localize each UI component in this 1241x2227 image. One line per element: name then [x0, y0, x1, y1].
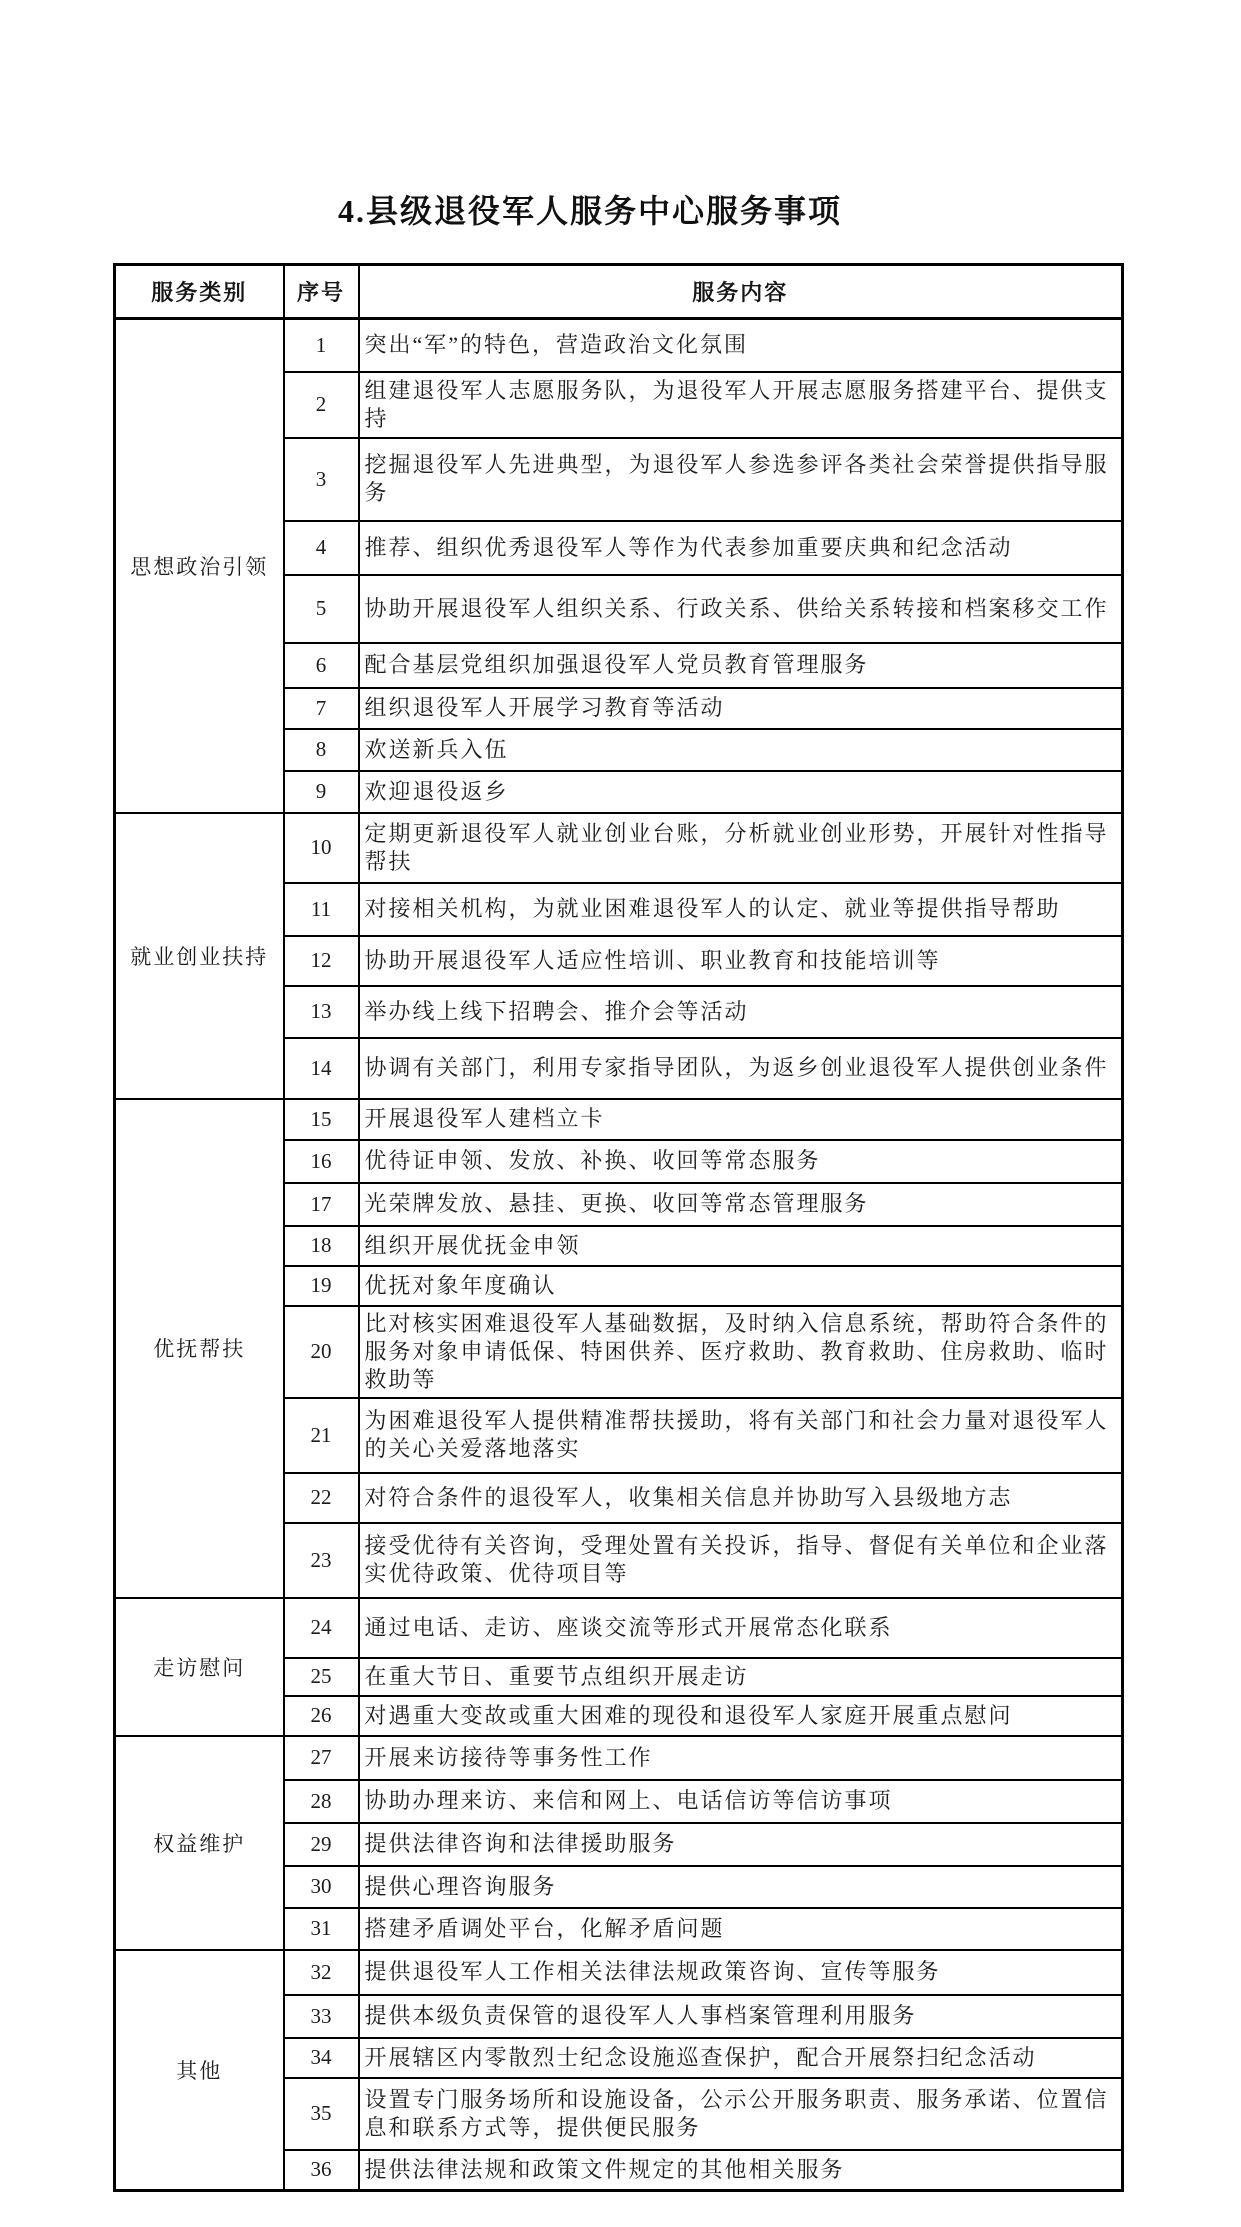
row-number-cell: 26 — [284, 1696, 359, 1736]
service-content-cell: 突出“军”的特色，营造政治文化氛围 — [359, 319, 1123, 372]
service-content-cell: 接受优待有关咨询，受理处置有关投诉，指导、督促有关单位和企业落实优待政策、优待项目等 — [359, 1523, 1123, 1598]
service-content-cell: 通过电话、走访、座谈交流等形式开展常态化联系 — [359, 1598, 1123, 1658]
service-content-cell: 为困难退役军人提供精准帮扶援助，将有关部门和社会力量对退役军人的关心关爱落地落实 — [359, 1398, 1123, 1473]
service-content-cell: 对符合条件的退役军人，收集相关信息并协助写入县级地方志 — [359, 1473, 1123, 1523]
service-content-cell: 组织退役军人开展学习教育等活动 — [359, 688, 1123, 729]
row-number-cell: 16 — [284, 1140, 359, 1183]
service-content-cell: 光荣牌发放、悬挂、更换、收回等常态管理服务 — [359, 1183, 1123, 1226]
service-content-cell: 提供心理咨询服务 — [359, 1866, 1123, 1908]
service-content-cell: 欢送新兵入伍 — [359, 729, 1123, 771]
service-content-cell: 配合基层党组织加强退役军人党员教育管理服务 — [359, 643, 1123, 688]
table-row — [115, 1099, 1123, 1140]
row-number-cell: 13 — [284, 986, 359, 1038]
service-content-cell: 推荐、组织优秀退役军人等作为代表参加重要庆典和纪念活动 — [359, 521, 1123, 575]
category-cell: 走访慰问 — [115, 1598, 284, 1736]
row-number-cell: 17 — [284, 1183, 359, 1226]
category-cell: 就业创业扶持 — [115, 813, 284, 1099]
service-content-cell: 开展来访接待等事务性工作 — [359, 1736, 1123, 1780]
row-number-cell: 2 — [284, 372, 359, 438]
service-content-cell: 协调有关部门，利用专家指导团队，为返乡创业退役军人提供创业条件 — [359, 1038, 1123, 1099]
service-content-cell: 欢迎退役返乡 — [359, 771, 1123, 813]
row-number-cell: 20 — [284, 1306, 359, 1398]
service-content-cell: 提供本级负责保管的退役军人人事档案管理利用服务 — [359, 1995, 1123, 2038]
service-content-cell: 搭建矛盾调处平台，化解矛盾问题 — [359, 1908, 1123, 1950]
category-cell: 权益维护 — [115, 1736, 284, 1950]
column-header-content: 服务内容 — [359, 265, 1123, 319]
service-content-cell: 组建退役军人志愿服务队，为退役军人开展志愿服务搭建平台、提供支持 — [359, 372, 1123, 438]
table-body — [115, 319, 1123, 2191]
table-row — [115, 1736, 1123, 1780]
category-cell: 其他 — [115, 1950, 284, 2191]
row-number-cell: 5 — [284, 575, 359, 643]
row-number-cell: 6 — [284, 643, 359, 688]
row-number-cell: 14 — [284, 1038, 359, 1099]
row-number-cell: 4 — [284, 521, 359, 575]
row-number-cell: 15 — [284, 1099, 359, 1140]
service-content-cell: 开展退役军人建档立卡 — [359, 1099, 1123, 1140]
service-content-cell: 比对核实困难退役军人基础数据，及时纳入信息系统，帮助符合条件的服务对象申请低保、特困供养、医疗救助、教育救助、住房救助、临时救助等 — [359, 1306, 1123, 1398]
service-content-cell: 设置专门服务场所和设施设备，公示公开服务职责、服务承诺、位置信息和联系方式等，提供便民服务 — [359, 2078, 1123, 2150]
row-number-cell: 11 — [284, 883, 359, 936]
table-row — [115, 1950, 1123, 1995]
row-number-cell: 28 — [284, 1780, 359, 1823]
table-row — [115, 813, 1123, 883]
row-number-cell: 1 — [284, 319, 359, 372]
header-row — [115, 265, 1123, 319]
table-row — [115, 319, 1123, 372]
row-number-cell: 8 — [284, 729, 359, 771]
row-number-cell: 21 — [284, 1398, 359, 1473]
service-content-cell: 协助开展退役军人组织关系、行政关系、供给关系转接和档案移交工作 — [359, 575, 1123, 643]
service-content-cell: 开展辖区内零散烈士纪念设施巡查保护，配合开展祭扫纪念活动 — [359, 2038, 1123, 2078]
row-number-cell: 7 — [284, 688, 359, 729]
row-number-cell: 3 — [284, 438, 359, 521]
service-content-cell: 定期更新退役军人就业创业台账，分析就业创业形势，开展针对性指导帮扶 — [359, 813, 1123, 883]
row-number-cell: 27 — [284, 1736, 359, 1780]
table-row — [115, 1598, 1123, 1658]
row-number-cell: 32 — [284, 1950, 359, 1995]
row-number-cell: 9 — [284, 771, 359, 813]
column-header-category: 服务类别 — [115, 265, 284, 319]
row-number-cell: 18 — [284, 1226, 359, 1266]
row-number-cell: 30 — [284, 1866, 359, 1908]
table-header — [115, 265, 1123, 319]
service-content-cell: 组织开展优抚金申领 — [359, 1226, 1123, 1266]
row-number-cell: 19 — [284, 1266, 359, 1306]
service-content-cell: 挖掘退役军人先进典型，为退役军人参选参评各类社会荣誉提供指导服务 — [359, 438, 1123, 521]
row-number-cell: 22 — [284, 1473, 359, 1523]
row-number-cell: 29 — [284, 1823, 359, 1866]
row-number-cell: 10 — [284, 813, 359, 883]
row-number-cell: 25 — [284, 1658, 359, 1696]
service-content-cell: 对接相关机构，为就业困难退役军人的认定、就业等提供指导帮助 — [359, 883, 1123, 936]
row-number-cell: 35 — [284, 2078, 359, 2150]
service-content-cell: 对遇重大变故或重大困难的现役和退役军人家庭开展重点慰问 — [359, 1696, 1123, 1736]
service-content-cell: 优抚对象年度确认 — [359, 1266, 1123, 1306]
row-number-cell: 34 — [284, 2038, 359, 2078]
column-header-number: 序号 — [284, 265, 359, 319]
service-content-cell: 协助开展退役军人适应性培训、职业教育和技能培训等 — [359, 936, 1123, 986]
service-items-table — [113, 263, 1124, 2192]
service-table-container — [113, 263, 1121, 2192]
service-content-cell: 提供法律咨询和法律援助服务 — [359, 1823, 1123, 1866]
service-content-cell: 协助办理来访、来信和网上、电话信访等信访事项 — [359, 1780, 1123, 1823]
row-number-cell: 12 — [284, 936, 359, 986]
category-cell: 思想政治引领 — [115, 319, 284, 813]
service-content-cell: 在重大节日、重要节点组织开展走访 — [359, 1658, 1123, 1696]
category-cell: 优抚帮扶 — [115, 1099, 284, 1598]
row-number-cell: 23 — [284, 1523, 359, 1598]
row-number-cell: 36 — [284, 2150, 359, 2191]
row-number-cell: 24 — [284, 1598, 359, 1658]
row-number-cell: 33 — [284, 1995, 359, 2038]
page-title: 4.县级退役军人服务中心服务事项 — [337, 193, 842, 229]
service-content-cell: 提供法律法规和政策文件规定的其他相关服务 — [359, 2150, 1123, 2191]
service-content-cell: 提供退役军人工作相关法律法规政策咨询、宣传等服务 — [359, 1950, 1123, 1995]
service-content-cell: 举办线上线下招聘会、推介会等活动 — [359, 986, 1123, 1038]
row-number-cell: 31 — [284, 1908, 359, 1950]
service-content-cell: 优待证申领、发放、补换、收回等常态服务 — [359, 1140, 1123, 1183]
